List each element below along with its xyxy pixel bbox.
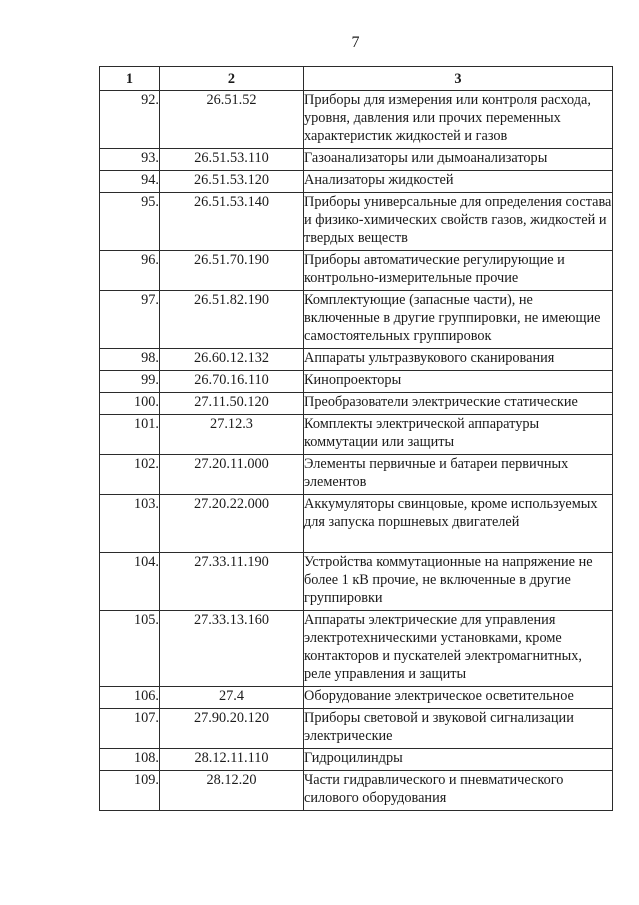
row-description: Комплекты электрической аппаратуры коммутации или защиты — [304, 415, 613, 455]
table-row — [100, 749, 613, 771]
row-code: 28.12.20 — [160, 771, 304, 811]
table-header-row — [100, 67, 613, 91]
table-row — [100, 687, 613, 709]
row-code: 27.20.22.000 — [160, 495, 304, 553]
row-number: 94. — [100, 171, 160, 193]
row-number: 95. — [100, 193, 160, 251]
row-number: 105. — [100, 611, 160, 687]
row-number: 93. — [100, 149, 160, 171]
table-row — [100, 149, 613, 171]
row-code: 26.51.70.190 — [160, 251, 304, 291]
row-number: 98. — [100, 349, 160, 371]
table-row — [100, 709, 613, 749]
table-row — [100, 349, 613, 371]
row-description: Приборы автоматические регулирующие и контрольно-измерительные прочие — [304, 251, 613, 291]
row-number: 101. — [100, 415, 160, 455]
row-description: Кинопроекторы — [304, 371, 613, 393]
row-description: Гидроцилиндры — [304, 749, 613, 771]
row-code: 27.20.11.000 — [160, 455, 304, 495]
row-code: 27.12.3 — [160, 415, 304, 455]
row-description: Анализаторы жидкостей — [304, 171, 613, 193]
table-row — [100, 611, 613, 687]
table-body — [100, 91, 613, 811]
table-row — [100, 91, 613, 149]
row-number: 104. — [100, 553, 160, 611]
row-number: 97. — [100, 291, 160, 349]
table-row — [100, 171, 613, 193]
row-code: 26.51.53.110 — [160, 149, 304, 171]
row-code: 28.12.11.110 — [160, 749, 304, 771]
table-row — [100, 291, 613, 349]
header-col-3: 3 — [304, 67, 613, 91]
row-code: 27.33.13.160 — [160, 611, 304, 687]
row-number: 108. — [100, 749, 160, 771]
row-code: 27.11.50.120 — [160, 393, 304, 415]
table-row — [100, 193, 613, 251]
codes-table — [99, 66, 613, 811]
row-description: Приборы световой и звуковой сигнализации электрические — [304, 709, 613, 749]
row-description: Аккумуляторы свинцовые, кроме используемых для запуска поршневых двигателей — [304, 495, 613, 553]
table-row — [100, 771, 613, 811]
row-code: 27.90.20.120 — [160, 709, 304, 749]
row-number: 102. — [100, 455, 160, 495]
row-code: 26.51.52 — [160, 91, 304, 149]
row-code: 26.51.53.120 — [160, 171, 304, 193]
row-number: 109. — [100, 771, 160, 811]
page-number: 7 — [351, 34, 360, 51]
table-row — [100, 415, 613, 455]
table-row — [100, 393, 613, 415]
row-number: 92. — [100, 91, 160, 149]
row-number: 99. — [100, 371, 160, 393]
row-description: Приборы универсальные для определения состава и физико-химических свойств газов, жидкостей и твердых веществ — [304, 193, 613, 251]
row-description: Газоанализаторы или дымоанализаторы — [304, 149, 613, 171]
table-row — [100, 455, 613, 495]
table-header — [100, 67, 613, 91]
row-code: 26.51.82.190 — [160, 291, 304, 349]
row-description: Приборы для измерения или контроля расхода, уровня, давления или прочих переменных характеристик жидкостей и газов — [304, 91, 613, 149]
row-number: 96. — [100, 251, 160, 291]
row-description: Устройства коммутационные на напряжение не более 1 кВ прочие, не включенные в другие группировки — [304, 553, 613, 611]
row-code: 26.51.53.140 — [160, 193, 304, 251]
table-row — [100, 371, 613, 393]
row-number: 100. — [100, 393, 160, 415]
table-row — [100, 251, 613, 291]
header-col-2: 2 — [160, 67, 304, 91]
header-col-1: 1 — [100, 67, 160, 91]
row-description: Преобразователи электрические статические — [304, 393, 613, 415]
row-description: Оборудование электрическое осветительное — [304, 687, 613, 709]
row-description: Части гидравлического и пневматического силового оборудования — [304, 771, 613, 811]
table-row — [100, 495, 613, 553]
row-description: Аппараты электрические для управления электротехническими установками, кроме контакторов и пускателей электромагнитных, реле управления и защиты — [304, 611, 613, 687]
row-code: 27.33.11.190 — [160, 553, 304, 611]
row-number: 103. — [100, 495, 160, 553]
row-code: 26.70.16.110 — [160, 371, 304, 393]
row-number: 106. — [100, 687, 160, 709]
row-description: Аппараты ультразвукового сканирования — [304, 349, 613, 371]
row-number: 107. — [100, 709, 160, 749]
row-description: Комплектующие (запасные части), не включенные в другие группировки, не имеющие самостоятельных группировок — [304, 291, 613, 349]
row-code: 26.60.12.132 — [160, 349, 304, 371]
row-code: 27.4 — [160, 687, 304, 709]
row-description: Элементы первичные и батареи первичных элементов — [304, 455, 613, 495]
table-row — [100, 553, 613, 611]
